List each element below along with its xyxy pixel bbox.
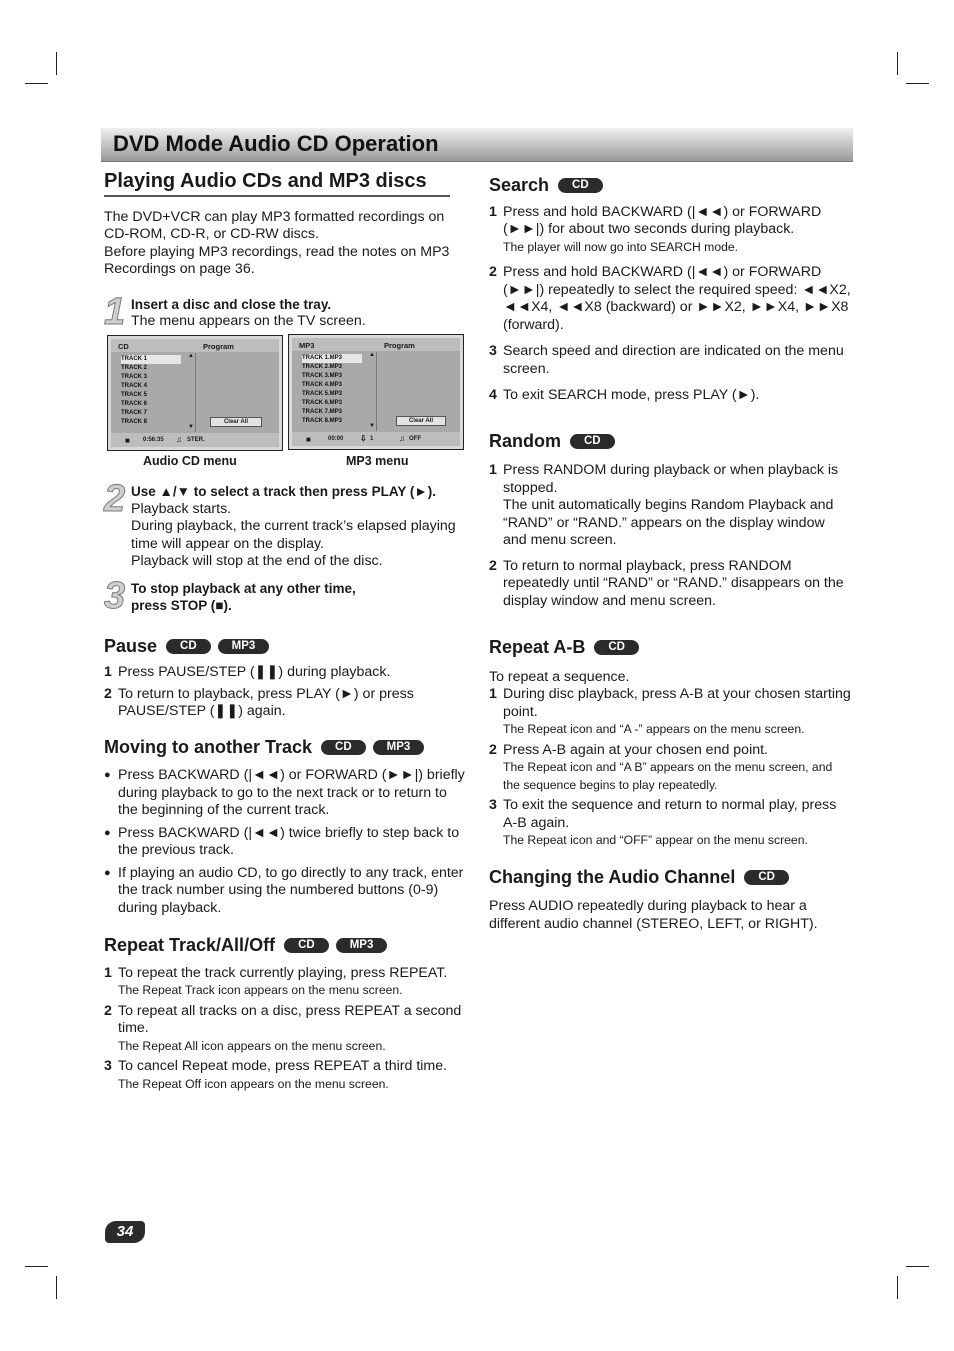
random-heading bbox=[489, 430, 851, 451]
crop-mark bbox=[906, 1266, 929, 1267]
step-text: Playback starts. bbox=[131, 500, 232, 517]
moving-track-heading bbox=[104, 736, 466, 757]
track-list bbox=[121, 355, 181, 427]
track-item[interactable]: TRACK 3.MP3 bbox=[302, 373, 343, 379]
bullet-item bbox=[104, 767, 466, 820]
list-item bbox=[489, 797, 851, 850]
item-number: 2 bbox=[104, 1002, 112, 1019]
search-heading bbox=[489, 177, 851, 195]
item-number: 3 bbox=[489, 797, 497, 813]
section-text: Press AUDIO repeatedly during playback to hear a different audio channel (STEREO, LEFT, or RIGHT). bbox=[489, 898, 818, 932]
item-number: 1 bbox=[104, 664, 112, 680]
heading-text: Repeat A-B bbox=[489, 637, 586, 657]
right-column bbox=[489, 177, 851, 933]
step-2 bbox=[104, 478, 466, 571]
track-item[interactable]: TRACK 1.MP3 bbox=[302, 354, 362, 363]
track-list bbox=[302, 354, 362, 426]
item-note: The Repeat icon and “A -” appears on the menu screen. bbox=[503, 722, 805, 736]
cd-badge: CD bbox=[284, 938, 329, 953]
track-item[interactable]: TRACK 7 bbox=[121, 410, 148, 416]
track-item[interactable]: TRACK 5.MP3 bbox=[302, 391, 343, 397]
list-item bbox=[489, 264, 851, 334]
bullet-text: Press BACKWARD (|◄◄) or FORWARD (►►|) briefly during playback to go to the next track or to return to the beginning of the current track. bbox=[118, 767, 465, 818]
mp3-badge: MP3 bbox=[373, 740, 425, 755]
section-intro: To repeat a sequence. bbox=[489, 668, 630, 685]
item-number: 3 bbox=[489, 343, 497, 359]
heading-text: Repeat Track/All/Off bbox=[104, 935, 276, 955]
track-item[interactable]: TRACK 7.MP3 bbox=[302, 409, 343, 415]
bullet-icon: ● bbox=[104, 826, 111, 839]
stop-icon: ■ bbox=[306, 435, 311, 444]
list-item bbox=[489, 686, 851, 739]
left-column-lower bbox=[104, 478, 466, 1093]
audio-channel-heading bbox=[489, 866, 851, 887]
elapsed-time: 0:56:35 bbox=[143, 437, 164, 443]
item-text: To return to playback, press PLAY (►) or press PAUSE/STEP (❚❚) again. bbox=[118, 685, 414, 719]
heading-text: Changing the Audio Channel bbox=[489, 866, 736, 887]
cd-badge: CD bbox=[166, 639, 211, 654]
elapsed-time: 00:00 bbox=[328, 436, 344, 442]
item-number: 1 bbox=[489, 203, 497, 220]
list-item bbox=[104, 965, 466, 1000]
track-item[interactable]: TRACK 3 bbox=[121, 374, 148, 380]
title-rule bbox=[104, 195, 450, 197]
track-item[interactable]: TRACK 2.MP3 bbox=[302, 364, 343, 370]
scroll-up-icon[interactable]: ▲ bbox=[188, 353, 194, 359]
step-number: 3 bbox=[104, 574, 126, 617]
track-item[interactable]: TRACK 4 bbox=[121, 383, 148, 389]
bullet-item bbox=[104, 865, 466, 918]
banner-title: DVD Mode Audio CD Operation bbox=[113, 131, 439, 156]
list-item bbox=[489, 343, 851, 378]
cd-badge: CD bbox=[321, 740, 366, 755]
item-note: The Repeat icon and “A B” appears on the menu screen, and the sequence begins to play repeatedly. bbox=[503, 760, 833, 792]
step-instruction: To stop playback at any other time, bbox=[131, 580, 356, 596]
mp3-badge: MP3 bbox=[218, 639, 270, 654]
track-item[interactable]: TRACK 1 bbox=[121, 355, 181, 364]
step-text: During playback, the current track’s elapsed playing time will appear on the display. bbox=[131, 518, 456, 552]
scroll-up-icon[interactable]: ▲ bbox=[369, 352, 375, 358]
audio-channel-icon: ♫ bbox=[176, 435, 182, 444]
item-number: 3 bbox=[104, 1058, 112, 1074]
item-note: The player will now go into SEARCH mode. bbox=[503, 239, 739, 254]
track-item[interactable]: TRACK 5 bbox=[121, 392, 148, 398]
menu-header-program: Program bbox=[203, 342, 234, 351]
item-text: To repeat the track currently playing, press REPEAT. bbox=[118, 964, 448, 981]
bullet-icon: ● bbox=[104, 769, 111, 781]
crop-mark bbox=[897, 52, 898, 75]
pause-heading bbox=[104, 635, 466, 656]
item-text: Press A-B again at your chosen end point. bbox=[503, 741, 768, 758]
item-note: The Repeat All icon appears on the menu screen. bbox=[118, 1038, 386, 1053]
heading-text: Pause bbox=[104, 635, 158, 656]
cd-badge: CD bbox=[744, 870, 789, 885]
item-note: The Repeat Track icon appears on the menu screen. bbox=[118, 983, 403, 997]
item-text: To exit SEARCH mode, press PLAY (►). bbox=[503, 387, 760, 403]
item-text: During disc playback, press A-B at your chosen starting point. bbox=[503, 686, 851, 720]
crop-mark bbox=[56, 1276, 57, 1299]
item-extra: The unit automatically begins Random Playback and “RAND” or “RAND.” appears on the display window and menu screen. bbox=[503, 497, 834, 548]
step-text: The menu appears on the TV screen. bbox=[131, 313, 366, 329]
item-note: The Repeat Off icon appears on the menu screen. bbox=[118, 1076, 389, 1091]
section-banner bbox=[101, 128, 853, 162]
clear-all-button[interactable]: Clear All bbox=[396, 416, 446, 426]
item-text: Press RANDOM during playback or when playback is stopped. bbox=[503, 462, 839, 496]
list-item bbox=[104, 686, 466, 721]
list-item bbox=[104, 1003, 466, 1056]
mp3-menu-screen bbox=[288, 334, 464, 450]
step-1 bbox=[104, 290, 466, 333]
item-number: 2 bbox=[489, 264, 497, 280]
crop-mark bbox=[906, 83, 929, 84]
bullet-item bbox=[104, 825, 466, 860]
item-text: To return to normal playback, press RANDOM repeatedly until “RAND” or “RAND.” disappears on the display window and menu screen. bbox=[503, 557, 844, 609]
step-instruction: Use ▲/▼ to select a track then press PLAY (►). bbox=[131, 484, 436, 499]
list-item bbox=[489, 558, 851, 611]
page-number: 34 bbox=[105, 1221, 145, 1243]
list-item bbox=[489, 387, 851, 405]
scroll-down-icon[interactable]: ▼ bbox=[188, 424, 194, 430]
repeat-icon: ⇩ bbox=[360, 434, 367, 443]
cd-badge: CD bbox=[594, 640, 639, 655]
track-item[interactable]: TRACK 6 bbox=[121, 401, 148, 407]
page-title: Playing Audio CDs and MP3 discs bbox=[104, 170, 427, 192]
item-number: 2 bbox=[489, 557, 497, 574]
crop-mark bbox=[25, 83, 48, 84]
item-text: Search speed and direction are indicated on the menu screen. bbox=[503, 343, 844, 377]
audio-channel-value: OFF bbox=[409, 436, 421, 442]
item-text: Press PAUSE/STEP (❚❚) during playback. bbox=[118, 664, 391, 680]
repeat-heading bbox=[104, 937, 466, 955]
item-number: 2 bbox=[104, 685, 112, 702]
list-item bbox=[104, 1058, 466, 1093]
repeat-value: 1 bbox=[370, 436, 374, 442]
step-number: 1 bbox=[104, 290, 126, 333]
crop-mark bbox=[56, 52, 57, 75]
step-instruction: press STOP (■). bbox=[131, 598, 232, 613]
item-number: 1 bbox=[489, 686, 497, 702]
list-item bbox=[489, 204, 851, 257]
intro-paragraph: The DVD+VCR can play MP3 formatted recordings on CD-ROM, CD-R, or CD-RW discs. bbox=[104, 208, 445, 242]
cd-badge: CD bbox=[570, 434, 615, 449]
menu-header-mp3: MP3 bbox=[299, 341, 315, 350]
mp3-badge: MP3 bbox=[336, 938, 388, 953]
track-item[interactable]: TRACK 8 bbox=[121, 419, 148, 425]
track-item[interactable]: TRACK 6.MP3 bbox=[302, 400, 343, 406]
heading-text: Moving to another Track bbox=[104, 736, 313, 757]
left-column bbox=[104, 170, 466, 333]
item-note: The Repeat icon and “OFF” appear on the menu screen. bbox=[503, 833, 808, 847]
step-number: 2 bbox=[104, 478, 126, 520]
menu-header-cd: CD bbox=[118, 342, 129, 351]
bullet-text: If playing an audio CD, to go directly to any track, enter the track number using the numbered buttons (0-9) during playback. bbox=[118, 864, 464, 916]
clear-all-button[interactable]: Clear All bbox=[210, 417, 262, 427]
track-item[interactable]: TRACK 8.MP3 bbox=[302, 418, 343, 424]
list-item bbox=[489, 742, 851, 795]
intro-paragraph: Before playing MP3 recordings, read the notes on MP3 Recordings on page 36. bbox=[104, 243, 450, 277]
step-3 bbox=[104, 574, 466, 617]
step-text: Playback will stop at the end of the disc. bbox=[131, 553, 383, 569]
audio-cd-menu-caption: Audio CD menu bbox=[143, 454, 237, 468]
track-item[interactable]: TRACK 2 bbox=[121, 365, 148, 371]
bullet-icon: ● bbox=[104, 866, 111, 879]
item-text: To exit the sequence and return to normal play, press A-B again. bbox=[503, 797, 837, 831]
stop-icon: ■ bbox=[125, 436, 130, 445]
item-text: To cancel Repeat mode, press REPEAT a third time. bbox=[118, 1058, 448, 1074]
audio-channel-value: STER. bbox=[187, 437, 205, 443]
track-item[interactable]: TRACK 4.MP3 bbox=[302, 382, 343, 388]
item-number: 4 bbox=[489, 387, 497, 403]
scroll-down-icon[interactable]: ▼ bbox=[369, 423, 375, 429]
step-instruction: Insert a disc and close the tray. bbox=[131, 296, 332, 312]
audio-cd-menu-screen bbox=[107, 335, 283, 451]
crop-mark bbox=[25, 1266, 48, 1267]
list-item bbox=[489, 462, 851, 550]
cd-badge: CD bbox=[558, 178, 603, 193]
mp3-menu-caption: MP3 menu bbox=[346, 454, 409, 468]
item-text: To repeat all tracks on a disc, press REPEAT a second time. bbox=[118, 1002, 462, 1036]
item-text: Press and hold BACKWARD (|◄◄) or FORWARD (►►|) repeatedly to select the required speed: ◄◄X2, ◄◄X4, ◄◄X8 (backward) or ►►X2, ►►X4, ►►X8 (forward). bbox=[503, 264, 851, 333]
bullet-text: Press BACKWARD (|◄◄) twice briefly to step back to the previous track. bbox=[118, 824, 460, 858]
item-text: Press and hold BACKWARD (|◄◄) or FORWARD (►►|) for about two seconds during playback. bbox=[503, 203, 822, 237]
heading-text: Search bbox=[489, 175, 550, 195]
audio-channel-icon: ♫ bbox=[399, 434, 405, 443]
heading-text: Random bbox=[489, 430, 561, 451]
repeat-ab-heading bbox=[489, 639, 851, 657]
menu-header-program: Program bbox=[384, 341, 415, 350]
crop-mark bbox=[897, 1276, 898, 1299]
item-number: 1 bbox=[104, 964, 112, 981]
item-number: 1 bbox=[489, 462, 497, 478]
list-item bbox=[104, 664, 466, 682]
item-number: 2 bbox=[489, 741, 497, 758]
